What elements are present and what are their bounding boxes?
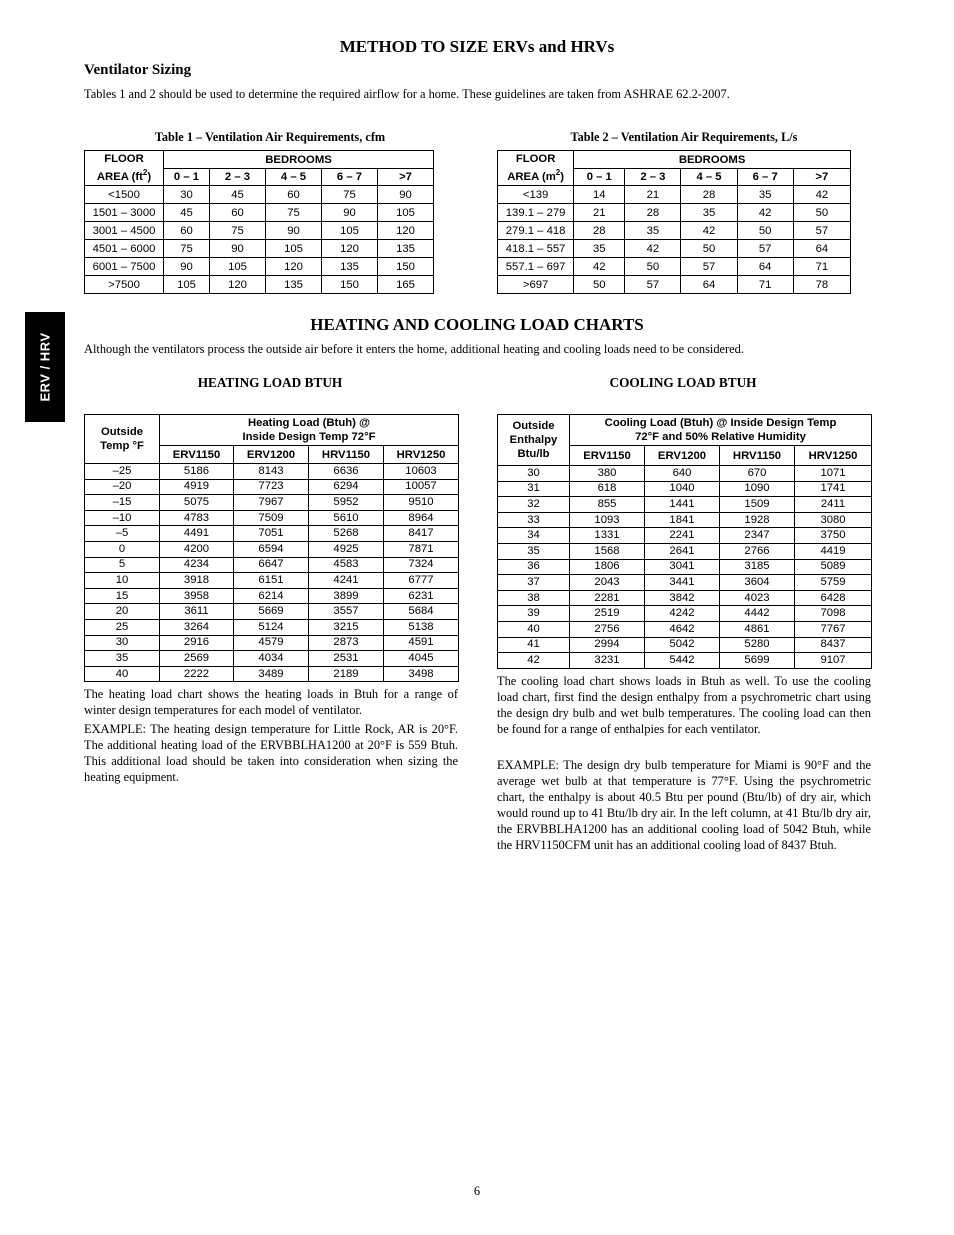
cooling-para1: The cooling load chart shows loads in Btuh as well. To use the cooling load chart, first find the design enthalpy from a psychrometric chart using the design dry bulb and wet bulb temperatures. The cooling load can then be found for a range of enthalpies for each ventilator. xyxy=(497,674,871,736)
table-cell: 1071 xyxy=(795,466,872,482)
table-cell: 2531 xyxy=(309,651,384,667)
heating-col-header: ERV1150 xyxy=(160,446,234,464)
table-cell: 8143 xyxy=(234,464,309,480)
table-cell: 6294 xyxy=(309,479,384,495)
table2-col-header: 0 – 1 xyxy=(574,169,625,186)
table-cell: 41 xyxy=(498,637,570,653)
table-cell: 33 xyxy=(498,512,570,528)
table-cell: –20 xyxy=(85,479,160,495)
table-cell: 30 xyxy=(498,466,570,482)
table-cell: 57 xyxy=(793,222,850,240)
table-cell: 4200 xyxy=(160,541,234,557)
table-cell: 4023 xyxy=(720,590,795,606)
table-cell: 2766 xyxy=(720,543,795,559)
table-cell: 3604 xyxy=(720,575,795,591)
table-cell: 4242 xyxy=(645,606,720,622)
table-row xyxy=(498,543,872,559)
table-cell: 39 xyxy=(498,606,570,622)
table-cell: 3264 xyxy=(160,619,234,635)
table-cell: 5268 xyxy=(309,526,384,542)
table-cell: 37 xyxy=(498,575,570,591)
cooling-col-header: ERV1150 xyxy=(570,446,645,466)
table-cell: 6001 – 7500 xyxy=(85,258,164,276)
table-row xyxy=(85,240,434,258)
table2-col-header: 6 – 7 xyxy=(737,169,793,186)
table-cell: 20 xyxy=(85,604,160,620)
table-cell: 4045 xyxy=(384,651,459,667)
table-cell: 135 xyxy=(266,276,322,294)
side-tab-label: ERV / HRV xyxy=(37,332,53,402)
table-cell: 380 xyxy=(570,466,645,482)
table-row xyxy=(85,464,459,480)
table-cell: 2222 xyxy=(160,666,234,682)
table-cell: –5 xyxy=(85,526,160,542)
table1-bedrooms-header: BEDROOMS xyxy=(164,151,434,169)
table-cell: 5610 xyxy=(309,510,384,526)
table-cell: 32 xyxy=(498,497,570,513)
table-cell: 2916 xyxy=(160,635,234,651)
cooling-col-header: ERV1200 xyxy=(645,446,720,466)
table-row xyxy=(498,497,872,513)
table-cell: 5138 xyxy=(384,619,459,635)
table-cell: 3215 xyxy=(309,619,384,635)
table-cell: 28 xyxy=(681,186,737,204)
table-cell: –15 xyxy=(85,495,160,511)
table-cell: 1331 xyxy=(570,528,645,544)
table-cell: 618 xyxy=(570,481,645,497)
table-row xyxy=(85,479,459,495)
table-cell: 36 xyxy=(498,559,570,575)
table-cell: 2043 xyxy=(570,575,645,591)
table-cell: 50 xyxy=(681,240,737,258)
cooling-row-header: Outside Enthalpy Btu/lb xyxy=(498,415,570,466)
table-cell: 21 xyxy=(625,186,681,204)
table1 xyxy=(84,150,434,294)
table-cell: 4642 xyxy=(645,621,720,637)
table-cell: 60 xyxy=(164,222,210,240)
table-row xyxy=(498,276,851,294)
table-row xyxy=(85,573,459,589)
table-cell: 31 xyxy=(498,481,570,497)
table-cell: 105 xyxy=(322,222,378,240)
table-cell: 35 xyxy=(498,543,570,559)
table-cell: 8437 xyxy=(795,637,872,653)
ventilator-sizing-heading: Ventilator Sizing xyxy=(84,62,192,78)
table-cell: 50 xyxy=(793,204,850,222)
table-cell: 50 xyxy=(574,276,625,294)
table-cell: 14 xyxy=(574,186,625,204)
table-cell: 3231 xyxy=(570,653,645,669)
table-cell: 2641 xyxy=(645,543,720,559)
table-cell: 40 xyxy=(85,666,160,682)
table-cell: 3080 xyxy=(795,512,872,528)
table-row xyxy=(498,590,872,606)
table-row xyxy=(498,606,872,622)
table2-bedrooms-header: BEDROOMS xyxy=(574,151,851,169)
table-cell: 75 xyxy=(322,186,378,204)
table-cell: >697 xyxy=(498,276,574,294)
table-cell: 10057 xyxy=(384,479,459,495)
table-cell: 135 xyxy=(322,258,378,276)
load-charts-intro: Although the ventilators process the outside air before it enters the home, additional heating and cooling loads need to be considered. xyxy=(84,342,744,356)
table-row xyxy=(85,204,434,222)
table-cell: 35 xyxy=(737,186,793,204)
table-row xyxy=(85,258,434,276)
table-cell: 71 xyxy=(793,258,850,276)
load-charts-heading: HEATING AND COOLING LOAD CHARTS xyxy=(310,315,644,334)
table-cell: 38 xyxy=(498,590,570,606)
table-cell: 42 xyxy=(574,258,625,276)
table-cell: 64 xyxy=(681,276,737,294)
table-cell: 1501 – 3000 xyxy=(85,204,164,222)
cooling-col-header: HRV1150 xyxy=(720,446,795,466)
table-cell: 2411 xyxy=(795,497,872,513)
table-cell: >7500 xyxy=(85,276,164,294)
table-cell: 3557 xyxy=(309,604,384,620)
table2-col-header: >7 xyxy=(793,169,850,186)
table-cell: 57 xyxy=(681,258,737,276)
table-cell: 35 xyxy=(681,204,737,222)
table-cell: 7967 xyxy=(234,495,309,511)
table-cell: 78 xyxy=(793,276,850,294)
table2-body xyxy=(498,186,851,294)
table-cell: 3001 – 4500 xyxy=(85,222,164,240)
table-cell: 2189 xyxy=(309,666,384,682)
table-cell: 75 xyxy=(164,240,210,258)
table1-col-header: 6 – 7 xyxy=(322,169,378,186)
table-row xyxy=(85,510,459,526)
table-cell: 5952 xyxy=(309,495,384,511)
table-cell: 4419 xyxy=(795,543,872,559)
table-cell: 60 xyxy=(266,186,322,204)
table-cell: 855 xyxy=(570,497,645,513)
table-cell: –10 xyxy=(85,510,160,526)
table-cell: 1928 xyxy=(720,512,795,528)
table1-col-header: >7 xyxy=(378,169,434,186)
table-cell: 4783 xyxy=(160,510,234,526)
table-cell: 5186 xyxy=(160,464,234,480)
table-cell: 135 xyxy=(378,240,434,258)
table-row xyxy=(85,526,459,542)
table-cell: 7098 xyxy=(795,606,872,622)
table-cell: 165 xyxy=(378,276,434,294)
table-row xyxy=(498,466,872,482)
cooling-para2: EXAMPLE: The design dry bulb temperature for Miami is 90°F and the average wet bulb at that temperature is 77°F. Using the psychrometric chart, the enthalpy is about 40.5 Btu per pound (Btu/lb) of dry air, which would round up to 41 Btu/lb dry air. In the left column, at 41 Btu/lb dry air, the ERVBBLHA1200 has an additional cooling load of 5042 Btuh, while the HRV1150CFM unit has an additional cooling load of 8437 Btuh. xyxy=(497,758,871,852)
table-cell: 57 xyxy=(625,276,681,294)
page-title: METHOD TO SIZE ERVs and HRVs xyxy=(339,37,615,56)
table-cell: 1841 xyxy=(645,512,720,528)
table-cell: 90 xyxy=(378,186,434,204)
table-cell: 105 xyxy=(210,258,266,276)
table-cell: 7324 xyxy=(384,557,459,573)
table-cell: 42 xyxy=(625,240,681,258)
table-cell: 120 xyxy=(266,258,322,276)
table-cell: 45 xyxy=(164,204,210,222)
table-cell: 40 xyxy=(498,621,570,637)
table-cell: 90 xyxy=(266,222,322,240)
heating-title: HEATING LOAD BTUH xyxy=(197,375,343,390)
table-cell: 5 xyxy=(85,557,160,573)
table-cell: 50 xyxy=(625,258,681,276)
table-row xyxy=(85,635,459,651)
table-cell: 2519 xyxy=(570,606,645,622)
heating-para1: The heating load chart shows the heating loads in Btuh for a range of winter design temperatures for each model of ventilator. xyxy=(84,687,458,717)
table-cell: 7509 xyxy=(234,510,309,526)
table-cell: 42 xyxy=(737,204,793,222)
table-cell: 9510 xyxy=(384,495,459,511)
table-cell: 3185 xyxy=(720,559,795,575)
table-row xyxy=(85,557,459,573)
table-cell: 8417 xyxy=(384,526,459,542)
table-cell: 4579 xyxy=(234,635,309,651)
table-cell: 35 xyxy=(625,222,681,240)
table-row xyxy=(498,653,872,669)
table-cell: 3489 xyxy=(234,666,309,682)
table-cell: 120 xyxy=(210,276,266,294)
table-row xyxy=(85,666,459,682)
table-cell: 6151 xyxy=(234,573,309,589)
table-cell: 3611 xyxy=(160,604,234,620)
heating-col-header: HRV1150 xyxy=(309,446,384,464)
table-cell: 6594 xyxy=(234,541,309,557)
table-cell: 6636 xyxy=(309,464,384,480)
table-cell: 42 xyxy=(681,222,737,240)
table-cell: 3918 xyxy=(160,573,234,589)
table-cell: 2873 xyxy=(309,635,384,651)
table-cell: 0 xyxy=(85,541,160,557)
table-cell: 150 xyxy=(378,258,434,276)
table-cell: 90 xyxy=(210,240,266,258)
table-cell: 90 xyxy=(164,258,210,276)
table-cell: 10 xyxy=(85,573,160,589)
table1-floor-header: FLOOR AREA $(ft^2)$ xyxy=(85,151,164,186)
table-row xyxy=(498,186,851,204)
table2-col-header: 4 – 5 xyxy=(681,169,737,186)
table-cell: 7871 xyxy=(384,541,459,557)
heating-table xyxy=(84,414,459,682)
table-cell: 4583 xyxy=(309,557,384,573)
table-cell: 28 xyxy=(625,204,681,222)
table-cell: 3041 xyxy=(645,559,720,575)
table-cell: 5442 xyxy=(645,653,720,669)
table-cell: 57 xyxy=(737,240,793,258)
table-cell: 34 xyxy=(498,528,570,544)
table1-col-header: 0 – 1 xyxy=(164,169,210,186)
table-cell: 35 xyxy=(85,651,160,667)
table-cell: 35 xyxy=(574,240,625,258)
table-cell: 3958 xyxy=(160,588,234,604)
table-cell: 90 xyxy=(322,204,378,222)
table-cell: 7051 xyxy=(234,526,309,542)
table-row xyxy=(498,621,872,637)
table-cell: 120 xyxy=(322,240,378,258)
table-row xyxy=(85,619,459,635)
table-cell: 5124 xyxy=(234,619,309,635)
table-cell: 279.1 – 418 xyxy=(498,222,574,240)
table-cell: 5699 xyxy=(720,653,795,669)
table-row xyxy=(85,495,459,511)
table-cell: 9107 xyxy=(795,653,872,669)
table2 xyxy=(497,150,851,294)
table-cell: 2569 xyxy=(160,651,234,667)
table-cell: 5684 xyxy=(384,604,459,620)
table-cell: 3750 xyxy=(795,528,872,544)
table-row xyxy=(498,240,851,258)
table-cell: 5042 xyxy=(645,637,720,653)
table-cell: 2241 xyxy=(645,528,720,544)
table-row xyxy=(85,588,459,604)
table-cell: 25 xyxy=(85,619,160,635)
cooling-table xyxy=(497,414,872,669)
table-row xyxy=(85,541,459,557)
table-cell: 5075 xyxy=(160,495,234,511)
table-cell: 139.1 – 279 xyxy=(498,204,574,222)
table-cell: 42 xyxy=(498,653,570,669)
table-cell: 75 xyxy=(210,222,266,240)
table-cell: 1509 xyxy=(720,497,795,513)
table-cell: 4442 xyxy=(720,606,795,622)
heating-body xyxy=(85,464,459,682)
table-cell: 64 xyxy=(737,258,793,276)
table-cell: 75 xyxy=(266,204,322,222)
table-cell: 45 xyxy=(210,186,266,204)
table-cell: 3899 xyxy=(309,588,384,604)
table-cell: 120 xyxy=(378,222,434,240)
table-cell: 60 xyxy=(210,204,266,222)
table-cell: 4491 xyxy=(160,526,234,542)
heating-col-header: ERV1200 xyxy=(234,446,309,464)
table-cell: 4241 xyxy=(309,573,384,589)
heating-para2: EXAMPLE: The heating design temperature for Little Rock, AR is 20°F. The additional heating load of the ERVBBLHA1200 at 20°F is 559 Btuh. This additional load should be taken into consideration when sizing the heating equipment. xyxy=(84,722,458,784)
table-cell: 105 xyxy=(164,276,210,294)
table-cell: 1806 xyxy=(570,559,645,575)
table-cell: 418.1 – 557 xyxy=(498,240,574,258)
table-row xyxy=(85,604,459,620)
table-cell: 4501 – 6000 xyxy=(85,240,164,258)
table-cell: 30 xyxy=(164,186,210,204)
table-cell: 2994 xyxy=(570,637,645,653)
table-cell: 1040 xyxy=(645,481,720,497)
table-cell: 30 xyxy=(85,635,160,651)
table-cell: 3441 xyxy=(645,575,720,591)
table-row xyxy=(498,204,851,222)
table-cell: 670 xyxy=(720,466,795,482)
table1-col-header: 2 – 3 xyxy=(210,169,266,186)
table-cell: 1741 xyxy=(795,481,872,497)
table-cell: 6647 xyxy=(234,557,309,573)
table1-caption: Table 1 – Ventilation Air Requirements, cfm xyxy=(154,130,386,144)
table2-caption: Table 2 – Ventilation Air Requirements, L/s xyxy=(570,130,798,144)
table1-body xyxy=(85,186,434,294)
table-cell: 1441 xyxy=(645,497,720,513)
table-row xyxy=(498,559,872,575)
page-number: 6 xyxy=(473,1184,481,1198)
table-cell: 4591 xyxy=(384,635,459,651)
table-cell: 5280 xyxy=(720,637,795,653)
table-cell: 150 xyxy=(322,276,378,294)
table-cell: 6214 xyxy=(234,588,309,604)
table-cell: 4925 xyxy=(309,541,384,557)
table-cell: 4234 xyxy=(160,557,234,573)
table-cell: 1568 xyxy=(570,543,645,559)
table-cell: <139 xyxy=(498,186,574,204)
table-cell: 64 xyxy=(793,240,850,258)
table-row xyxy=(498,575,872,591)
table-cell: 71 xyxy=(737,276,793,294)
table1-col-header: 4 – 5 xyxy=(266,169,322,186)
table-cell: 557.1 – 697 xyxy=(498,258,574,276)
table-row xyxy=(85,651,459,667)
cooling-col-header: HRV1250 xyxy=(795,446,872,466)
table-cell: 21 xyxy=(574,204,625,222)
cooling-title: COOLING LOAD BTUH xyxy=(609,375,757,390)
table-cell: 10603 xyxy=(384,464,459,480)
table-cell: 1090 xyxy=(720,481,795,497)
table-cell: 8964 xyxy=(384,510,459,526)
table-cell: 2281 xyxy=(570,590,645,606)
table-cell: 5089 xyxy=(795,559,872,575)
cooling-body xyxy=(498,466,872,669)
table-cell: 4034 xyxy=(234,651,309,667)
table-cell: 6777 xyxy=(384,573,459,589)
table-cell: 28 xyxy=(574,222,625,240)
table-cell: 105 xyxy=(378,204,434,222)
table-row xyxy=(498,637,872,653)
ventilator-intro: Tables 1 and 2 should be used to determine the required airflow for a home. These guidelines are taken from ASHRAE 62.2-2007. xyxy=(84,87,730,101)
table-row xyxy=(85,186,434,204)
table-row xyxy=(498,481,872,497)
table-cell: 6231 xyxy=(384,588,459,604)
table-cell: 105 xyxy=(266,240,322,258)
table-row xyxy=(498,258,851,276)
table-cell: 7767 xyxy=(795,621,872,637)
table-cell: <1500 xyxy=(85,186,164,204)
table-cell: 640 xyxy=(645,466,720,482)
table-cell: 3842 xyxy=(645,590,720,606)
table-row xyxy=(498,512,872,528)
table-cell: 2756 xyxy=(570,621,645,637)
table-cell: 2347 xyxy=(720,528,795,544)
table-cell: 15 xyxy=(85,588,160,604)
table-cell: 1093 xyxy=(570,512,645,528)
heating-group-header: Heating Load (Btuh) @ Inside Design Temp 72°F xyxy=(160,415,459,446)
table-cell: 3498 xyxy=(384,666,459,682)
table-cell: 7723 xyxy=(234,479,309,495)
table-cell: 50 xyxy=(737,222,793,240)
heating-row-header: Outside Temp °F xyxy=(85,415,160,464)
table-row xyxy=(498,528,872,544)
table-cell: 42 xyxy=(793,186,850,204)
table-row xyxy=(85,276,434,294)
table-cell: 5669 xyxy=(234,604,309,620)
table-cell: 6428 xyxy=(795,590,872,606)
heating-col-header: HRV1250 xyxy=(384,446,459,464)
cooling-group-header: Cooling Load (Btuh) @ Inside Design Temp 72°F and 50% Relative Humidity xyxy=(570,415,872,446)
table-cell: –25 xyxy=(85,464,160,480)
table-row xyxy=(498,222,851,240)
table2-col-header: 2 – 3 xyxy=(625,169,681,186)
table-cell: 4919 xyxy=(160,479,234,495)
table-cell: 4861 xyxy=(720,621,795,637)
table-row xyxy=(85,222,434,240)
table-cell: 5759 xyxy=(795,575,872,591)
table2-floor-header: FLOOR AREA $(m^2)$ xyxy=(498,151,574,186)
